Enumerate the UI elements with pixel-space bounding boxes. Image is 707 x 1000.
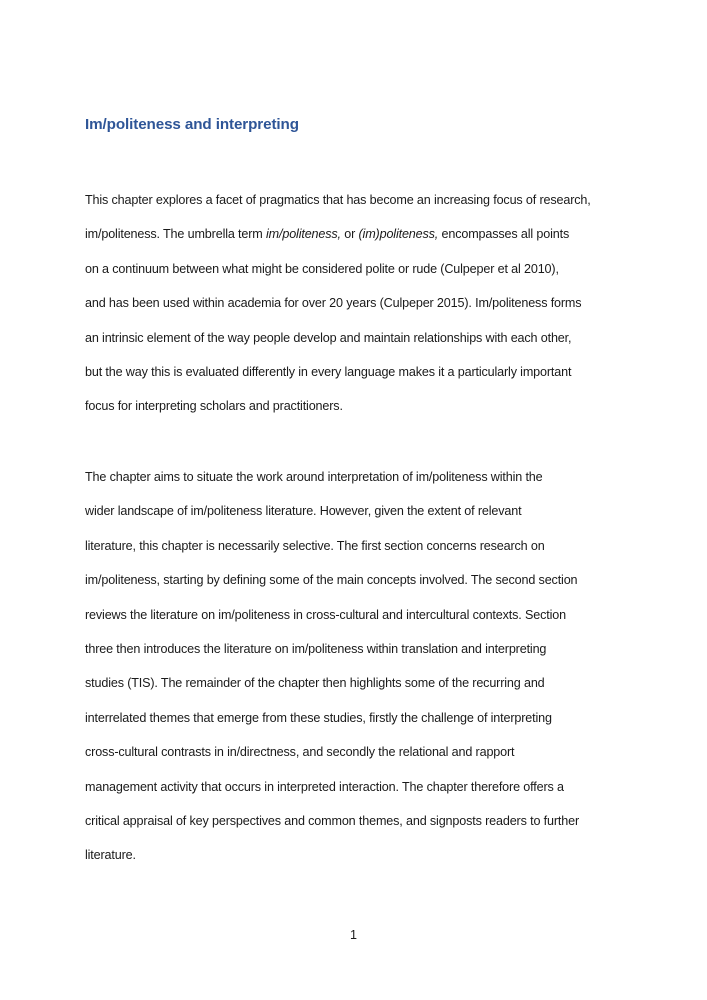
text-line: an intrinsic element of the way people develop and maintain relationships with each other, [85,330,572,345]
text-line: The chapter aims to situate the work around interpretation of im/politeness within the [85,470,543,484]
text-line: im/politeness. The umbrella term im/politeness, or (im)politeness, encompasses all points [85,227,570,242]
text-line: cross-cultural contrasts in in/directness, and secondly the relational and rapport [85,745,515,760]
text-line: This chapter explores a facet of pragmatics that has become an increasing focus of research, [85,193,591,207]
text-line: but the way this is evaluated differently in every language makes it a particularly important [85,364,572,379]
text-line: three then introduces the literature on im/politeness within translation and interpreting [85,641,547,656]
text-line: literature. [85,848,136,863]
text-line: reviews the literature on im/politeness in cross-cultural and intercultural contexts. Section [85,607,566,622]
text-line: and has been used within academia for over 20 years (Culpeper 2015). Im/politeness forms [85,296,582,311]
paragraph-intro [85,190,630,431]
text-line: wider landscape of im/politeness literature. However, given the extent of relevant [85,504,522,519]
text-line: im/politeness, starting by defining some of the main concepts involved. The second section [85,573,578,588]
italic-term: im/politeness, [266,227,341,242]
text-line: critical appraisal of key perspectives and common themes, and signposts readers to further [85,813,579,828]
italic-term: (im)politeness, [358,227,439,242]
text-line: on a continuum between what might be considered polite or rude (Culpeper et al 2010), [85,261,559,276]
text-line: interrelated themes that emerge from these studies, firstly the challenge of interpreting [85,710,552,725]
text-line: management activity that occurs in interpreted interaction. The chapter therefore offers a [85,779,564,794]
section-heading: Im/politeness and interpreting [85,116,299,133]
text-line: focus for interpreting scholars and practitioners. [85,399,343,414]
text-line: literature, this chapter is necessarily selective. The first section concerns research on [85,538,545,553]
paragraph-overview [85,467,630,880]
text-line: studies (TIS). The remainder of the chapter then highlights some of the recurring and [85,676,545,691]
page-number: 1 [349,928,357,942]
